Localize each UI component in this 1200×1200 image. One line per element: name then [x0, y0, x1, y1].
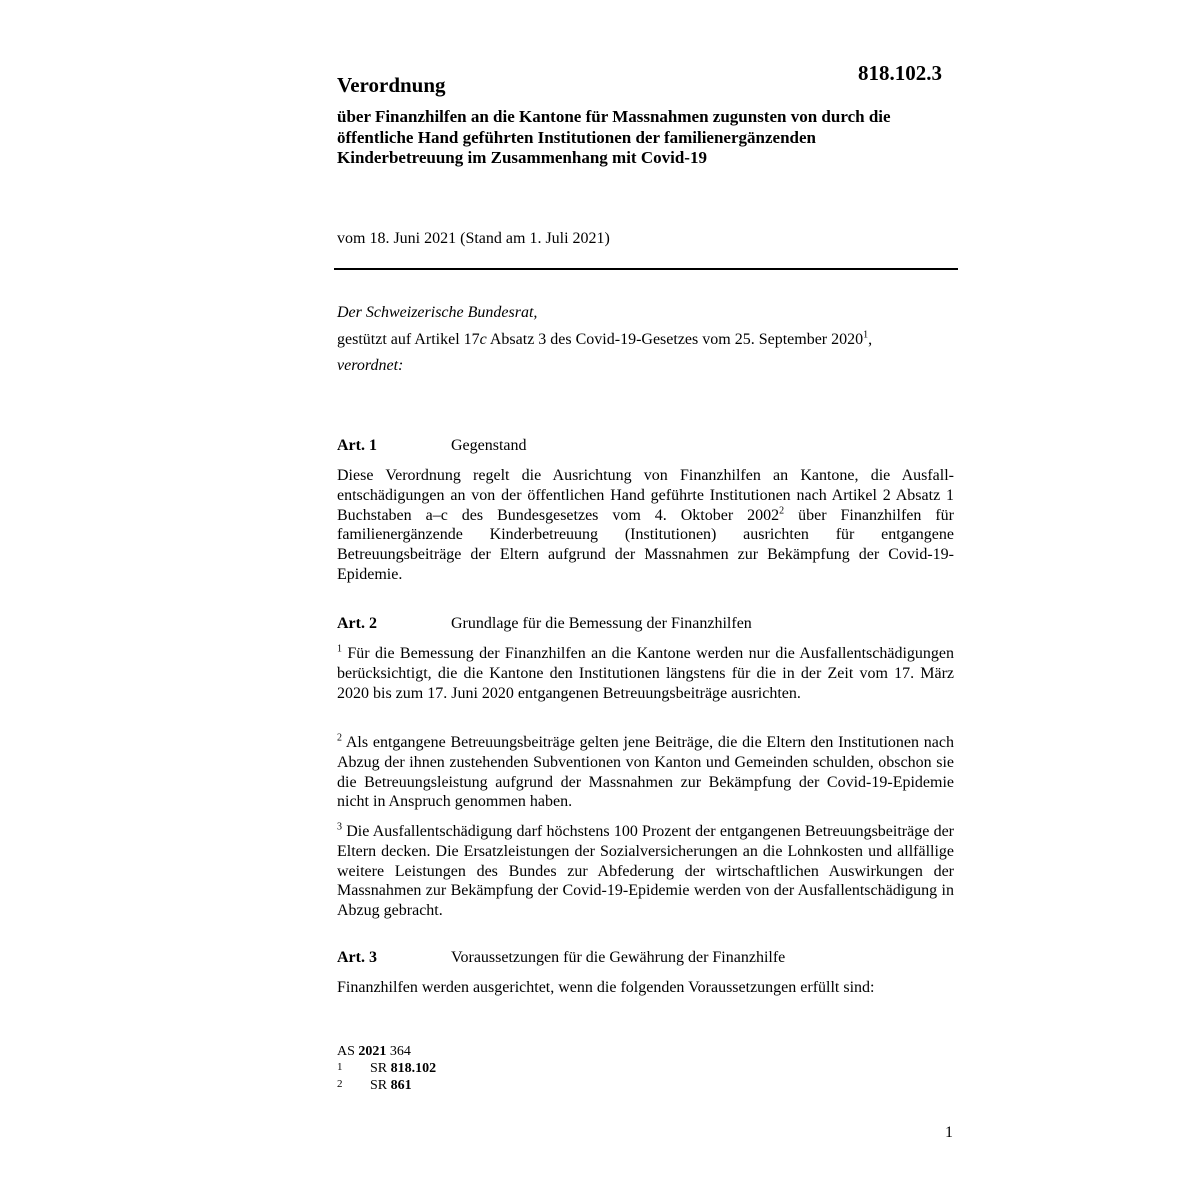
paragraph-text: Für die Bemessung der Finanzhilfen an die Kantone werden nur die Ausfallentschädigungen berücksichtigt, die die Kantone den Institutionen längstens für die in der Zeit vom 17. März 2020 bis zum 17. Juni 2020 entgangenen Betreuungsbeiträge ausrichten.	[337, 645, 954, 702]
article-2-heading	[337, 615, 752, 633]
paragraph-text: Als entgangene Betreuungsbeiträge gelten jene Beiträge, die die Eltern den Institutionen nach Abzug der ihnen zustehenden Subventionen von Kanton und Gemeinden schulden, obschon sie die Betreuungsleistung aufgrund der Massnahmen zur Bekämpfung der Covid-19-Epidemie nicht in Anspruch genommen haben.	[337, 734, 954, 811]
footnotes	[337, 1043, 436, 1094]
footnote-ref-1[interactable]: 1	[863, 329, 869, 341]
footnote-prefix: SR	[370, 1061, 391, 1076]
header-divider	[334, 268, 958, 270]
paragraph-text: Die Ausfallentschädigung darf höchstens 100 Prozent der entgangenen Betreuungsbeiträge der Eltern decken. Die Ersatzleistungen der Sozialversicherungen an die Lohnkosten und allfällige weitere Leistungen des Bundes zur Abfederung der wirtschaftlichen Auswirkungen der Massnahmen zur Bekämpfung der Covid-19-Epidemie werden von der Ausfallentschädigung in Abzug gebracht.	[337, 823, 955, 920]
document-subtitle: über Finanzhilfen an die Kantone für Massnahmen zugunsten von durch die öffentliche Hand geführten Institutionen der familienergänzenden Kinderbetreuung im Zusammenhang mit Covid-19	[337, 107, 891, 167]
as-year: 2021	[358, 1044, 387, 1059]
preamble	[337, 300, 977, 380]
page-number: 1	[945, 1124, 953, 1141]
article-1-text-part-1: Diese Verordnung regelt die Ausrichtung von Finanzhilfen an Kantone, die Ausfallentschädigungen an von der öffentlichen Hand geführte Institutionen nach Artikel 2 Absatz 1 Buchstaben a–c des Bundesgesetzes vom 4. Oktober 2002	[337, 467, 954, 524]
footnote-2	[337, 1077, 436, 1094]
preamble-basis-letter: c	[479, 330, 487, 348]
footnote-mark: 2	[337, 1078, 343, 1090]
footnote-prefix: SR	[370, 1078, 391, 1093]
article-3-number: Art. 3	[337, 949, 377, 966]
article-2-paragraph-1	[337, 644, 954, 703]
article-2-paragraph-2	[337, 733, 954, 812]
footnote-mark: 1	[337, 1061, 343, 1073]
article-3-text: Finanzhilfen werden ausgerichtet, wenn die folgenden Voraussetzungen erfüllt sind:	[337, 979, 875, 996]
sr-number: 818.102.3	[858, 61, 942, 85]
article-1-heading	[337, 437, 527, 455]
preamble-decree: verordnet:	[337, 357, 404, 374]
as-prefix: AS	[337, 1044, 359, 1059]
preamble-basis-text-2: Absatz 3 des Covid-19-Gesetzes vom 25. September 2020	[486, 330, 864, 348]
footnote-ref[interactable]: 861	[390, 1078, 412, 1093]
footnote-1	[337, 1060, 436, 1077]
paragraph-number: 2	[337, 732, 342, 744]
date-line: vom 18. Juni 2021 (Stand am 1. Juli 2021)	[337, 230, 610, 247]
preamble-basis-text: gestützt auf Artikel 17	[337, 330, 480, 348]
article-1-title: Gegenstand	[451, 437, 527, 454]
article-3-title: Voraussetzungen für die Gewährung der Finanzhilfe	[451, 949, 786, 966]
article-3-heading	[337, 949, 785, 967]
paragraph-number: 1	[337, 643, 342, 655]
preamble-basis	[337, 327, 977, 354]
article-1-text	[337, 466, 954, 585]
paragraph-number: 3	[337, 821, 342, 833]
as-page: 364	[386, 1044, 411, 1059]
article-2-title: Grundlage für die Bemessung der Finanzhilfen	[451, 615, 752, 632]
as-reference	[337, 1043, 436, 1060]
preamble-authority: Der Schweizerische Bundesrat,	[337, 304, 538, 321]
document-title: Verordnung	[337, 73, 446, 97]
article-1-number: Art. 1	[337, 437, 377, 454]
footnote-ref[interactable]: 818.102	[390, 1061, 437, 1076]
article-2-paragraph-3	[337, 822, 954, 921]
preamble-basis-end: ,	[868, 330, 873, 348]
footnote-ref-2[interactable]: 2	[779, 505, 785, 517]
article-2-number: Art. 2	[337, 615, 377, 632]
article-1-text-part-2: über Finanzhilfen für familienergänzende Kinderbetreuung (Institutionen) ausrichten für entgangene Betreuungsbeiträge der Eltern aufgrund der Massnahmen zur Bekämpfung der Covid-19-Epidemie.	[337, 506, 954, 583]
